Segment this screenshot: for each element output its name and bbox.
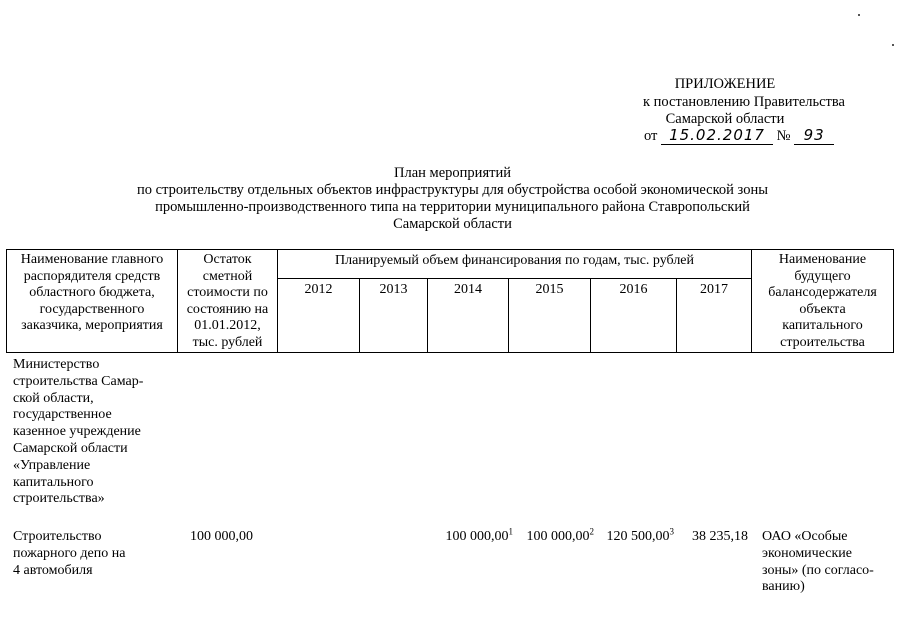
- row-balance-holder: ОАО «Особые экономические зоны» (по согласо- ванию): [762, 529, 874, 595]
- scan-dot: [892, 44, 894, 46]
- appendix-line2: Самарской области: [665, 111, 785, 127]
- plan-title-line2: по строительству отдельных объектов инфраструктуры для обустройства особой экономической зоны: [137, 182, 768, 198]
- decree-number: 93: [794, 127, 834, 145]
- row-value-2015: 100 000,00$^2$: [526, 526, 594, 544]
- appendix-line1: к постановлению Правительства: [643, 94, 845, 110]
- number-label: №: [776, 128, 791, 144]
- row-value-2014: 100 000,00$^1$: [445, 526, 513, 544]
- decree-date: 15.02.2017: [661, 127, 773, 145]
- header-year: 2014: [454, 282, 482, 297]
- header-year: 2013: [379, 282, 408, 297]
- header-year: 2012: [304, 282, 333, 297]
- scan-dot: [858, 14, 860, 16]
- row-activity-name: Строительство пожарного депо на 4 автомобиля: [13, 529, 126, 578]
- row-value-2017: 38 235,18: [692, 529, 748, 544]
- plan-title-line3: промышленно-производственного типа на территории муниципального района Ставропольский: [155, 199, 750, 215]
- section-ministry: Министерство строительства Самар- ской области, государственное казенное учреждение Самарской области «Управление капитального строительства»: [13, 357, 144, 507]
- header-year: 2017: [700, 282, 728, 297]
- from-label: от: [644, 128, 658, 144]
- plan-title-line4: Самарской области: [393, 216, 512, 232]
- header-financing: Планируемый объем финансирования по годам, тыс. рублей: [334, 253, 695, 268]
- row-value-2016: 120 500,00$^3$: [606, 526, 674, 544]
- header-balance-holder: Наименование будущего балансодержателя объекта капитального строительства: [768, 252, 877, 350]
- header-year: 2015: [535, 282, 564, 297]
- appendix-date-line: [644, 127, 884, 145]
- header-year: 2016: [619, 282, 648, 297]
- row-remaining-cost: 100 000,00: [190, 529, 253, 544]
- header-remaining-cost: Остаток сметной стоимости по состоянию на 01.01.2012, тыс. рублей: [186, 252, 269, 350]
- header-responsible: Наименование главного распорядителя средств областного бюджета, государственного заказчика, мероприятия: [20, 252, 164, 333]
- appendix-title: ПРИЛОЖЕНИЕ: [674, 76, 776, 92]
- plan-title-line1: План мероприятий: [394, 165, 511, 181]
